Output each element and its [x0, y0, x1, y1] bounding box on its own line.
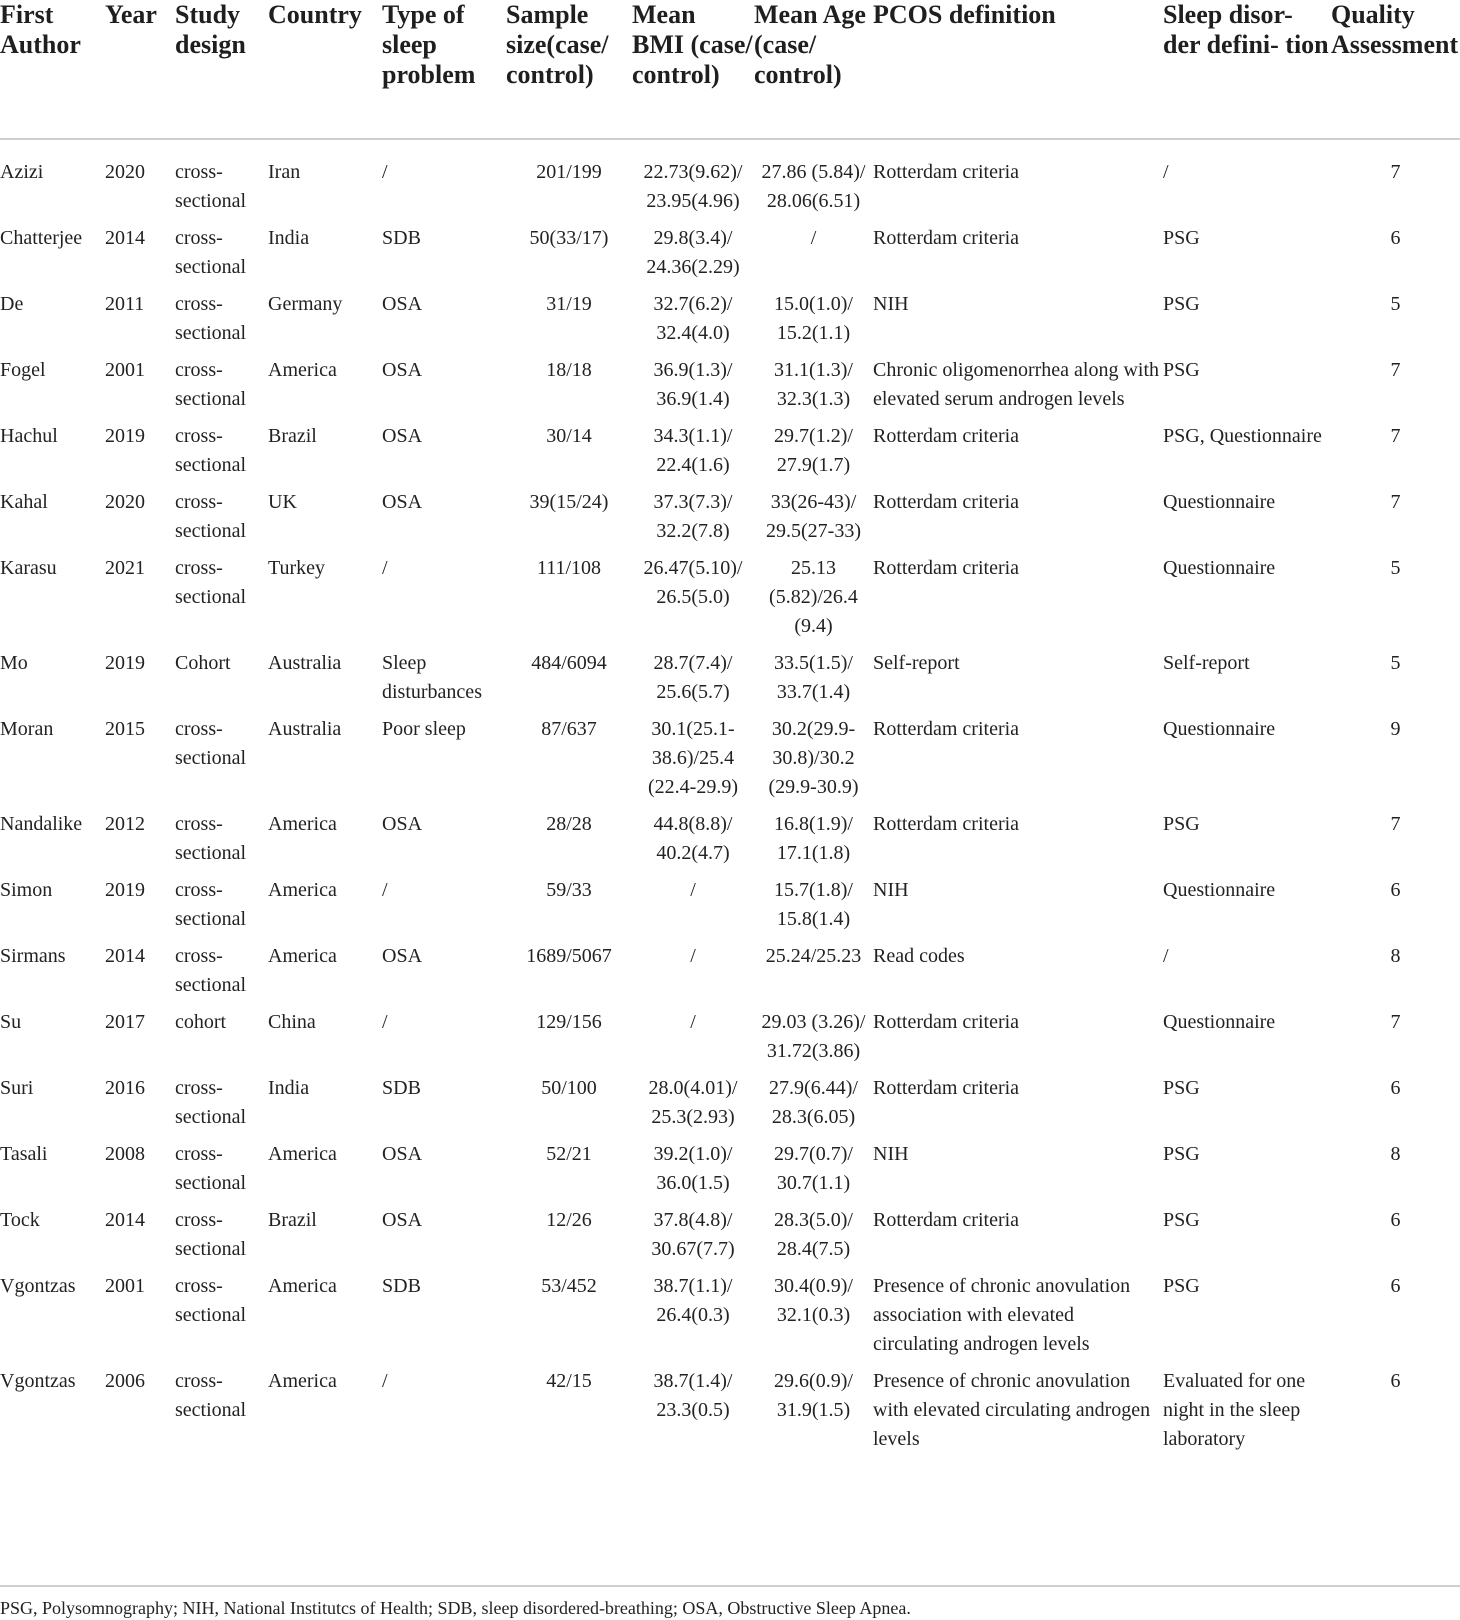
cell-sleep-disorder-definition: PSG: [1163, 293, 1200, 315]
cell-sample-size: 53/452: [541, 1275, 597, 1297]
cell-country: America: [268, 1370, 337, 1392]
cell-study-design: cross-sectional: [175, 879, 247, 930]
header-sleep-disorder-definition: Sleep disor- der defini- tion: [1163, 0, 1331, 139]
cell-sleep-disorder-definition: PSG: [1163, 359, 1200, 381]
cell-mean-bmi: /: [690, 879, 696, 901]
cell-first-author: Karasu: [0, 557, 57, 579]
table-row: [0, 139, 1460, 224]
cell-first-author: Moran: [0, 718, 54, 740]
table-footnote: PSG, Polysomnography; NIH, National Institutcs of Health; SDB, sleep disordered-breathing; OSA, Obstructive Sleep Apnea.: [0, 1585, 1460, 1619]
cell-sample-size: 18/18: [546, 359, 592, 381]
table-row: [0, 1008, 1460, 1074]
cell-country: Germany: [268, 293, 343, 315]
cell-mean-age: 30.4(0.9)/ 32.1(0.3): [774, 1275, 853, 1326]
cell-first-author: Chatterjee: [0, 227, 83, 249]
table-row: [0, 554, 1460, 649]
cell-pcos-definition: Self-report: [873, 652, 960, 674]
cell-mean-age: 33.5(1.5)/ 33.7(1.4): [774, 652, 853, 703]
cell-study-design: cross-sectional: [175, 1370, 247, 1421]
cell-sleep-problem-type: OSA: [382, 425, 423, 447]
table-row: [0, 1272, 1460, 1367]
cell-first-author: Vgontzas: [0, 1275, 76, 1297]
header-study-design: Study design: [175, 0, 268, 139]
cell-sleep-problem-type: OSA: [382, 945, 423, 967]
cell-sleep-problem-type: /: [382, 1370, 388, 1392]
cell-sleep-disorder-definition: PSG: [1163, 227, 1200, 249]
cell-quality-assessment: 7: [1390, 813, 1401, 835]
cell-sleep-problem-type: /: [382, 1011, 388, 1033]
cell-year: 2008: [105, 1143, 145, 1165]
cell-study-design: cross-sectional: [175, 1275, 247, 1326]
table-row: [0, 356, 1460, 422]
table-row: [0, 810, 1460, 876]
header-sleep-problem-type: Type of sleep problem: [382, 0, 506, 139]
cell-pcos-definition: Rotterdam criteria: [873, 227, 1020, 249]
cell-sleep-problem-type: OSA: [382, 1209, 423, 1231]
cell-sleep-problem-type: Sleep disturbances: [382, 652, 482, 703]
cell-mean-bmi: 28.0(4.01)/ 25.3(2.93): [648, 1077, 738, 1128]
cell-year: 2020: [105, 491, 145, 513]
cell-pcos-definition: NIH: [873, 879, 909, 901]
cell-pcos-definition: Presence of chronic anovulation association with elevated circulating androgen levels: [873, 1275, 1131, 1355]
cell-first-author: De: [0, 293, 24, 315]
cell-pcos-definition: Rotterdam criteria: [873, 161, 1020, 183]
cell-sample-size: 52/21: [546, 1143, 592, 1165]
cell-mean-age: 25.24/25.23: [765, 945, 862, 967]
cell-mean-bmi: 38.7(1.1)/ 26.4(0.3): [653, 1275, 733, 1326]
cell-sample-size: 1689/5067: [526, 945, 612, 967]
cell-mean-age: 31.1(1.3)/ 32.3(1.3): [774, 359, 853, 410]
cell-sleep-problem-type: OSA: [382, 491, 423, 513]
cell-quality-assessment: 7: [1390, 425, 1401, 447]
cell-mean-bmi: 34.3(1.1)/ 22.4(1.6): [653, 425, 733, 476]
cell-first-author: Kahal: [0, 491, 48, 513]
cell-sample-size: 39(15/24): [529, 491, 609, 513]
cell-country: America: [268, 1143, 337, 1165]
cell-sleep-problem-type: OSA: [382, 293, 423, 315]
cell-first-author: Vgontzas: [0, 1370, 76, 1392]
cell-quality-assessment: 9: [1390, 718, 1401, 740]
table-row: [0, 1140, 1460, 1206]
table-row: [0, 290, 1460, 356]
cell-country: America: [268, 879, 337, 901]
cell-study-design: cross-sectional: [175, 161, 247, 212]
table-row: [0, 488, 1460, 554]
cell-study-design: cross-sectional: [175, 813, 247, 864]
cell-first-author: Mo: [0, 652, 28, 674]
cell-quality-assessment: 6: [1390, 1209, 1401, 1231]
cell-quality-assessment: 8: [1390, 945, 1401, 967]
cell-year: 2014: [105, 227, 145, 249]
cell-first-author: Tock: [0, 1209, 40, 1231]
cell-sleep-disorder-definition: Questionnaire: [1163, 879, 1276, 901]
cell-quality-assessment: 7: [1390, 1011, 1401, 1033]
cell-country: Iran: [268, 161, 301, 183]
cell-sample-size: 30/14: [546, 425, 592, 447]
cell-mean-age: 29.7(1.2)/ 27.9(1.7): [774, 425, 853, 476]
cell-mean-bmi: 28.7(7.4)/ 25.6(5.7): [653, 652, 733, 703]
cell-country: America: [268, 813, 337, 835]
cell-study-design: cross-sectional: [175, 1077, 247, 1128]
cell-year: 2011: [105, 293, 145, 315]
table-body: [0, 139, 1460, 1462]
cell-study-design: cross-sectional: [175, 945, 247, 996]
cell-study-design: cross-sectional: [175, 1209, 247, 1260]
cell-sleep-disorder-definition: Evaluated for one night in the sleep laboratory: [1163, 1370, 1306, 1450]
cell-mean-age: 27.9(6.44)/ 28.3(6.05): [769, 1077, 858, 1128]
cell-quality-assessment: 5: [1390, 557, 1401, 579]
cell-mean-bmi: 22.73(9.62)/ 23.95(4.96): [643, 161, 743, 212]
cell-mean-age: 30.2(29.9-30.8)/30.2 (29.9-30.9): [768, 718, 859, 798]
cell-quality-assessment: 6: [1390, 227, 1401, 249]
cell-sleep-problem-type: OSA: [382, 813, 423, 835]
table-row: [0, 649, 1460, 715]
cell-year: 2006: [105, 1370, 145, 1392]
cell-study-design: cross-sectional: [175, 293, 247, 344]
cell-first-author: Tasali: [0, 1143, 48, 1165]
cell-quality-assessment: 7: [1390, 491, 1401, 513]
cell-mean-bmi: 37.8(4.8)/ 30.67(7.7): [651, 1209, 735, 1260]
cell-country: Brazil: [268, 425, 317, 447]
cell-country: America: [268, 359, 337, 381]
cell-sleep-problem-type: SDB: [382, 1275, 421, 1297]
cell-mean-bmi: 30.1(25.1-38.6)/25.4 (22.4-29.9): [648, 718, 738, 798]
cell-country: Australia: [268, 718, 342, 740]
cell-mean-age: 27.86 (5.84)/ 28.06(6.51): [761, 161, 866, 212]
cell-sample-size: 484/6094: [531, 652, 607, 674]
cell-mean-age: 15.0(1.0)/ 15.2(1.1): [774, 293, 853, 344]
cell-sleep-disorder-definition: Questionnaire: [1163, 718, 1276, 740]
table-row: [0, 1367, 1460, 1462]
cell-mean-bmi: 26.47(5.10)/ 26.5(5.0): [643, 557, 743, 608]
cell-year: 2020: [105, 161, 145, 183]
cell-sleep-disorder-definition: PSG: [1163, 1209, 1200, 1231]
cell-country: Brazil: [268, 1209, 317, 1231]
header-sample-size: Sample size(case/ control): [506, 0, 632, 139]
header-mean-bmi: Mean BMI (case/ control): [632, 0, 754, 139]
cell-quality-assessment: 7: [1390, 359, 1401, 381]
cell-quality-assessment: 8: [1390, 1143, 1401, 1165]
cell-sample-size: 201/199: [536, 161, 602, 183]
cell-sleep-disorder-definition: PSG, Questionnaire: [1163, 425, 1322, 447]
cell-sample-size: 12/26: [546, 1209, 592, 1231]
cell-mean-bmi: 29.8(3.4)/ 24.36(2.29): [646, 227, 740, 278]
cell-year: 2017: [105, 1011, 145, 1033]
header-pcos-definition: PCOS definition: [873, 0, 1163, 139]
cell-sleep-problem-type: OSA: [382, 359, 423, 381]
cell-year: 2019: [105, 879, 145, 901]
table-header-row: [0, 0, 1460, 139]
cell-sample-size: 31/19: [546, 293, 592, 315]
table-row: [0, 422, 1460, 488]
cell-mean-age: /: [810, 227, 817, 249]
cell-sleep-problem-type: OSA: [382, 1143, 423, 1165]
cell-study-design: cross-sectional: [175, 718, 247, 769]
cell-mean-age: 29.7(0.7)/ 30.7(1.1): [774, 1143, 853, 1194]
cell-year: 2014: [105, 945, 145, 967]
cell-mean-age: 33(26-43)/ 29.5(27-33): [766, 491, 861, 542]
cell-pcos-definition: Rotterdam criteria: [873, 557, 1020, 579]
table-row: [0, 715, 1460, 810]
cell-study-design: Cohort: [175, 652, 231, 674]
header-country: Country: [268, 0, 382, 139]
cell-pcos-definition: Rotterdam criteria: [873, 1209, 1020, 1231]
cell-first-author: Su: [0, 1011, 22, 1033]
cell-mean-age: 16.8(1.9)/ 17.1(1.8): [774, 813, 853, 864]
cell-mean-age: 29.6(0.9)/ 31.9(1.5): [774, 1370, 853, 1421]
cell-study-design: cross-sectional: [175, 1143, 247, 1194]
cell-sleep-disorder-definition: /: [1163, 161, 1169, 183]
cell-country: India: [268, 1077, 310, 1099]
cell-quality-assessment: 6: [1390, 1370, 1401, 1392]
cell-sample-size: 87/637: [541, 718, 597, 740]
cell-year: 2015: [105, 718, 145, 740]
cell-sleep-disorder-definition: Self-report: [1163, 652, 1250, 674]
cell-pcos-definition: Chronic oligomenorrhea along with elevated serum androgen levels: [873, 359, 1160, 410]
cell-sleep-problem-type: /: [382, 161, 388, 183]
cell-sleep-disorder-definition: PSG: [1163, 813, 1200, 835]
cell-sleep-disorder-definition: Questionnaire: [1163, 557, 1276, 579]
cell-sample-size: 42/15: [546, 1370, 592, 1392]
table-row: [0, 1206, 1460, 1272]
cell-study-design: cross-sectional: [175, 227, 247, 278]
cell-year: 2021: [105, 557, 145, 579]
cell-pcos-definition: Rotterdam criteria: [873, 813, 1020, 835]
cell-mean-bmi: 38.7(1.4)/ 23.3(0.5): [653, 1370, 733, 1421]
cell-year: 2019: [105, 425, 145, 447]
cell-mean-bmi: /: [690, 945, 696, 967]
cell-mean-bmi: /: [690, 1011, 696, 1033]
cell-sleep-problem-type: Poor sleep: [382, 718, 466, 740]
cell-pcos-definition: Presence of chronic anovulation with elevated circulating androgen levels: [873, 1370, 1151, 1450]
cell-first-author: Simon: [0, 879, 53, 901]
cell-first-author: Fogel: [0, 359, 46, 381]
cell-year: 2019: [105, 652, 145, 674]
cell-year: 2001: [105, 1275, 145, 1297]
table-row: [0, 1074, 1460, 1140]
cell-pcos-definition: Rotterdam criteria: [873, 1011, 1020, 1033]
cell-sample-size: 129/156: [536, 1011, 602, 1033]
header-quality-assessment: Quality Assessment: [1331, 0, 1460, 139]
table-row: [0, 224, 1460, 290]
cell-pcos-definition: Rotterdam criteria: [873, 425, 1020, 447]
cell-country: UK: [268, 491, 297, 513]
cell-year: 2016: [105, 1077, 145, 1099]
cell-pcos-definition: Rotterdam criteria: [873, 1077, 1020, 1099]
cell-mean-bmi: 39.2(1.0)/ 36.0(1.5): [653, 1143, 733, 1194]
cell-mean-bmi: 37.3(7.3)/ 32.2(7.8): [653, 491, 733, 542]
cell-quality-assessment: 6: [1390, 1077, 1401, 1099]
cell-first-author: Nandalike: [0, 813, 83, 835]
cell-study-design: cross-sectional: [175, 557, 247, 608]
cell-country: America: [268, 1275, 337, 1297]
cell-year: 2012: [105, 813, 145, 835]
cell-country: China: [268, 1011, 316, 1033]
cell-sleep-disorder-definition: PSG: [1163, 1275, 1200, 1297]
cell-sleep-disorder-definition: PSG: [1163, 1143, 1200, 1165]
cell-year: 2001: [105, 359, 145, 381]
cell-sleep-disorder-definition: Questionnaire: [1163, 491, 1276, 513]
cell-sleep-disorder-definition: PSG: [1163, 1077, 1200, 1099]
cell-sample-size: 50(33/17): [529, 227, 609, 249]
cell-first-author: Suri: [0, 1077, 34, 1099]
table-row: [0, 876, 1460, 942]
header-mean-age: Mean Age (case/ control): [754, 0, 873, 139]
cell-country: Turkey: [268, 557, 326, 579]
cell-mean-bmi: 32.7(6.2)/ 32.4(4.0): [653, 293, 733, 344]
cell-first-author: Hachul: [0, 425, 58, 447]
cell-pcos-definition: Rotterdam criteria: [873, 491, 1020, 513]
cell-year: 2014: [105, 1209, 145, 1231]
cell-sleep-problem-type: /: [382, 879, 388, 901]
cell-quality-assessment: 5: [1390, 652, 1401, 674]
cell-mean-bmi: 36.9(1.3)/ 36.9(1.4): [653, 359, 733, 410]
table-row: [0, 942, 1460, 1008]
cell-sleep-problem-type: SDB: [382, 227, 421, 249]
cell-study-design: cross-sectional: [175, 491, 247, 542]
cell-mean-age: 29.03 (3.26)/ 31.72(3.86): [761, 1011, 866, 1062]
cell-sample-size: 59/33: [546, 879, 592, 901]
cell-pcos-definition: Rotterdam criteria: [873, 718, 1020, 740]
header-year: Year: [105, 0, 175, 139]
cell-first-author: Sirmans: [0, 945, 66, 967]
cell-mean-bmi: 44.8(8.8)/ 40.2(4.7): [653, 813, 733, 864]
cell-study-design: cross-sectional: [175, 425, 247, 476]
cell-quality-assessment: 5: [1390, 293, 1401, 315]
cell-sleep-problem-type: /: [382, 557, 388, 579]
cell-country: Australia: [268, 652, 342, 674]
cell-mean-age: 25.13 (5.82)/26.4 (9.4): [769, 557, 858, 637]
cell-country: America: [268, 945, 337, 967]
cell-country: India: [268, 227, 310, 249]
cell-study-design: cohort: [175, 1011, 227, 1033]
cell-sample-size: 28/28: [546, 813, 592, 835]
cell-mean-age: 15.7(1.8)/ 15.8(1.4): [774, 879, 853, 930]
cell-sleep-disorder-definition: Questionnaire: [1163, 1011, 1276, 1033]
cell-pcos-definition: NIH: [873, 293, 909, 315]
cell-sleep-problem-type: SDB: [382, 1077, 421, 1099]
cell-pcos-definition: NIH: [873, 1143, 909, 1165]
header-first-author: First Author: [0, 0, 105, 139]
cell-sleep-disorder-definition: /: [1163, 945, 1169, 967]
cell-first-author: Azizi: [0, 161, 44, 183]
cell-sample-size: 111/108: [536, 557, 602, 579]
cell-quality-assessment: 7: [1390, 161, 1401, 183]
cell-mean-age: 28.3(5.0)/ 28.4(7.5): [774, 1209, 853, 1260]
cell-quality-assessment: 6: [1390, 1275, 1401, 1297]
cell-quality-assessment: 6: [1390, 879, 1401, 901]
cell-study-design: cross-sectional: [175, 359, 247, 410]
cell-sample-size: 50/100: [541, 1077, 597, 1099]
cell-pcos-definition: Read codes: [873, 945, 965, 967]
